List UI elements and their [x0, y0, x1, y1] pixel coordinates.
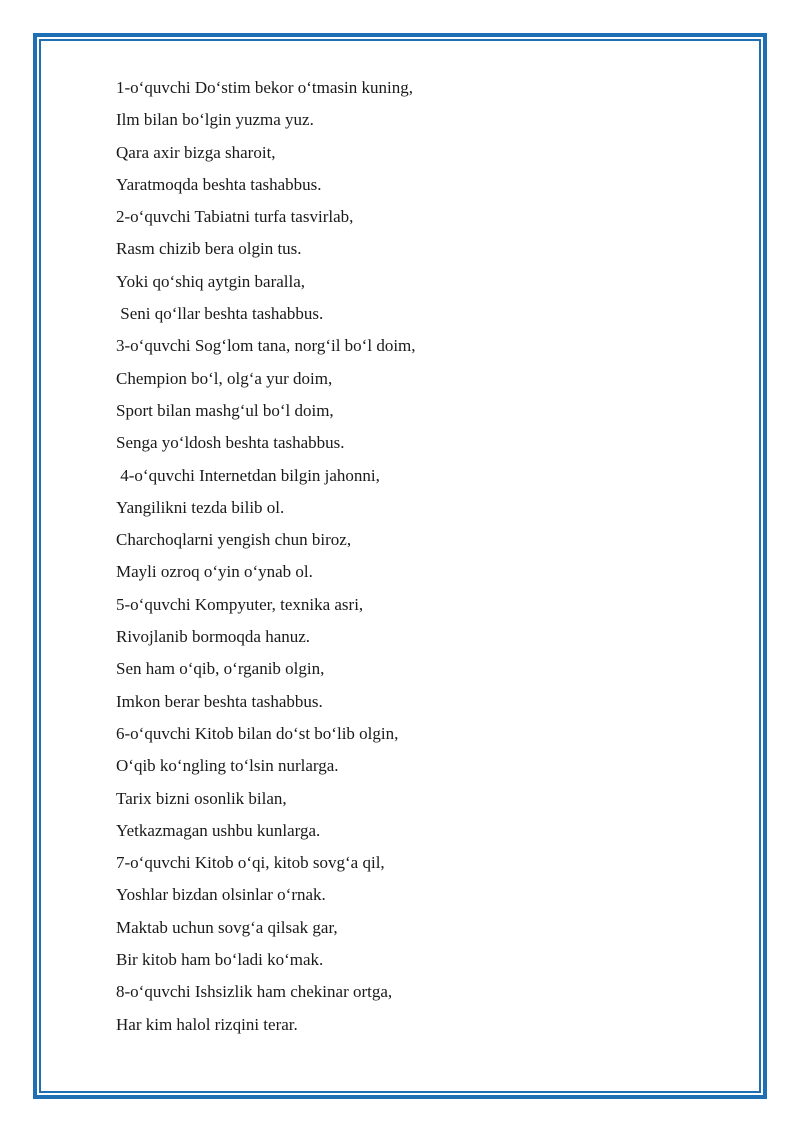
poem-line: Rivojlanib bormoqda hanuz. [116, 627, 311, 647]
poem-line: Tarix bizni osonlik bilan, [116, 788, 287, 808]
poem-line: Imkon berar beshta tashabbus. [116, 691, 323, 711]
poem-line: 1-o‘quvchi Do‘stim bekor o‘tmasin kuning, [116, 78, 413, 97]
poem-line: Ilm bilan bo‘lgin yuzma yuz. [116, 110, 314, 130]
poem-line: Bir kitob ham bo‘ladi ko‘mak. [116, 950, 324, 970]
poem-line: O‘qib ko‘ngling to‘lsin nurlarga. [116, 756, 339, 776]
poem-line: Mayli ozroq o‘yin o‘ynab ol. [116, 562, 313, 582]
poem-line: 6-o‘quvchi Kitob bilan do‘st bo‘lib olgin, [116, 723, 399, 743]
poem-line: 3-o‘quvchi Sog‘lom tana, norg‘il bo‘l doim, [116, 336, 416, 356]
poem-line: Yetkazmagan ushbu kunlarga. [116, 820, 321, 840]
poem-line: Rasm chizib bera olgin tus. [116, 239, 302, 259]
poem-line: Sen ham o‘qib, o‘rganib olgin, [116, 659, 325, 679]
poem-line: 5-o‘quvchi Kompyuter, texnika asri, [116, 594, 364, 614]
poem-line: Yaratmoqda beshta tashabbus. [116, 174, 322, 194]
poem-line: Har kim halol rizqini terar. [116, 1014, 298, 1034]
poem-line: Qara axir bizga sharoit, [116, 142, 276, 162]
poem-line: Charchoqlarni yengish chun biroz, [116, 530, 352, 550]
poem-line: Maktab uchun sovg‘a qilsak gar, [116, 917, 338, 937]
poem-text [116, 72, 716, 1041]
poem-line: Yoki qo‘shiq aytgin baralla, [116, 271, 306, 291]
poem-line: 7-o‘quvchi Kitob o‘qi, kitob sovg‘a qil, [116, 853, 385, 873]
poem-line: Senga yo‘ldosh beshta tashabbus. [116, 433, 345, 453]
poem-line: Yangilikni tezda bilib ol. [116, 497, 285, 517]
poem-line: 8-o‘quvchi Ishsizlik ham chekinar ortga, [116, 982, 393, 1002]
poem-line: Chempion bo‘l, olg‘a yur doim, [116, 368, 333, 388]
poem-line: Sport bilan mashg‘ul bo‘l doim, [116, 400, 334, 420]
poem-line: Seni qo‘llar beshta tashabbus. [116, 304, 324, 324]
poem-line: Yoshlar bizdan olsinlar o‘rnak. [116, 885, 326, 905]
poem-line: 4-o‘quvchi Internetdan bilgin jahonni, [116, 465, 380, 485]
poem-line: 2-o‘quvchi Tabiatni turfa tasvirlab, [116, 207, 354, 227]
